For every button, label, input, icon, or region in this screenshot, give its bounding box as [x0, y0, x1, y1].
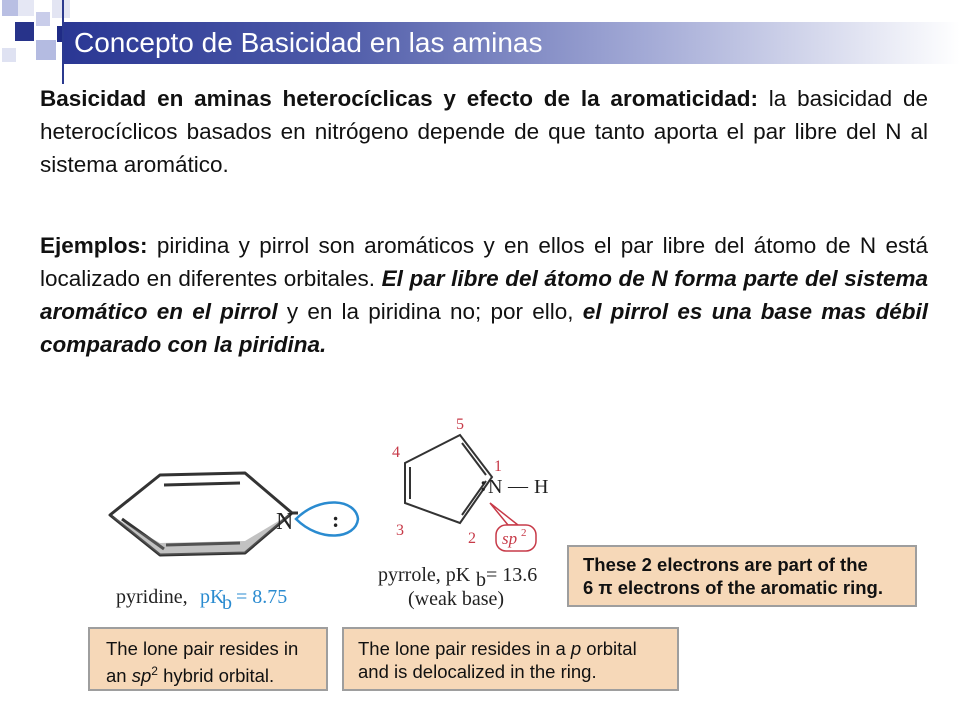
note-line: These 2 electrons are part of the — [583, 554, 868, 575]
note-text: The lone pair resides in a — [358, 638, 571, 659]
pyrrole-number: 2 — [468, 530, 476, 547]
note-line: The lone pair resides in — [106, 638, 299, 659]
note-text: an — [106, 665, 132, 687]
pyridine-ring-shade — [110, 513, 292, 555]
decor-square — [2, 48, 16, 62]
paragraph-examples — [40, 229, 928, 361]
note-text: sp — [131, 665, 152, 687]
pyridine-caption: pyridine, — [116, 586, 188, 608]
sp2-callout-pointer — [490, 503, 518, 525]
decor-square — [18, 0, 34, 16]
pyridine-n-atom: N — [276, 509, 294, 535]
note-text: orbital — [581, 638, 637, 659]
pyrrole-number: 1 — [494, 458, 502, 475]
note-line — [358, 637, 677, 660]
note-line — [106, 660, 326, 687]
sp2-callout-sup: 2 — [521, 527, 527, 539]
pyridine-pkb-value: = 8.75 — [236, 586, 288, 608]
sp2-callout-label: sp — [502, 529, 518, 548]
note-line: and is delocalized in the ring. — [358, 661, 597, 682]
pyrrole-bond: — — [508, 475, 528, 497]
decor-square — [15, 22, 34, 41]
paragraph-heading: Ejemplos: — [40, 233, 148, 258]
paragraph-heading: Basicidad en aminas heterocíclicas y efecto de la aromaticidad: — [40, 86, 758, 111]
decor-square — [36, 12, 50, 26]
emphasis-text: El par libre del átomo de N forma parte del sistema aromático en el pirrol — [40, 266, 928, 324]
paragraph-text: y en la piridina no; por ello, — [277, 299, 583, 324]
pyrrole-number: 3 — [396, 522, 404, 539]
paragraph-text: la basicidad de heterocíclicos basados en nitrógeno depende de que tanto aporta el par libre del N al sistema aromático. — [40, 86, 929, 177]
pyrrole-ring — [405, 435, 492, 523]
note-line: 6 π electrons of the aromatic ring. — [583, 577, 883, 598]
p-orbital-note — [342, 627, 679, 691]
note-text: 2 — [151, 664, 158, 678]
pyrrole-lone-pair: : — [480, 474, 487, 496]
pyridine-pkb-sub: b — [222, 592, 232, 614]
pyrrole-caption: pyrrole, pK — [378, 564, 471, 586]
aromatic-electrons-note — [567, 545, 917, 607]
decor-square — [52, 0, 70, 18]
pyrrole-n-atom: N — [488, 476, 503, 498]
slide-title: Concepto de Basicidad en las aminas — [74, 27, 543, 58]
paragraph-basicity — [40, 82, 928, 181]
pyrrole-h-atom: H — [534, 476, 549, 498]
note-text: p — [570, 638, 582, 659]
sp2-orbital-note — [88, 627, 328, 691]
paragraph-text: piridina y pirrol son aromáticos y en ellos el par libre del átomo de N está localizado en diferentes orbitales. — [40, 233, 928, 291]
pyrrole-number: 4 — [392, 444, 400, 461]
pyrrole-base-note: (weak base) — [408, 588, 505, 610]
pyridine-lone-pair: : — [332, 507, 340, 532]
pyrrole-number: 5 — [456, 416, 464, 433]
decor-square — [36, 40, 56, 60]
decor-square — [2, 0, 18, 16]
pyrrole-pkb-value: = 13.6 — [486, 564, 538, 586]
note-text: hybrid orbital. — [157, 665, 275, 687]
emphasis-text: el pirrol es una base mas débil comparado con la piridina. — [40, 299, 929, 357]
sp2-lobe — [296, 502, 358, 535]
pyridine-pkb: pK — [200, 586, 225, 608]
pyrrole-pkb-sub: b — [476, 569, 486, 591]
